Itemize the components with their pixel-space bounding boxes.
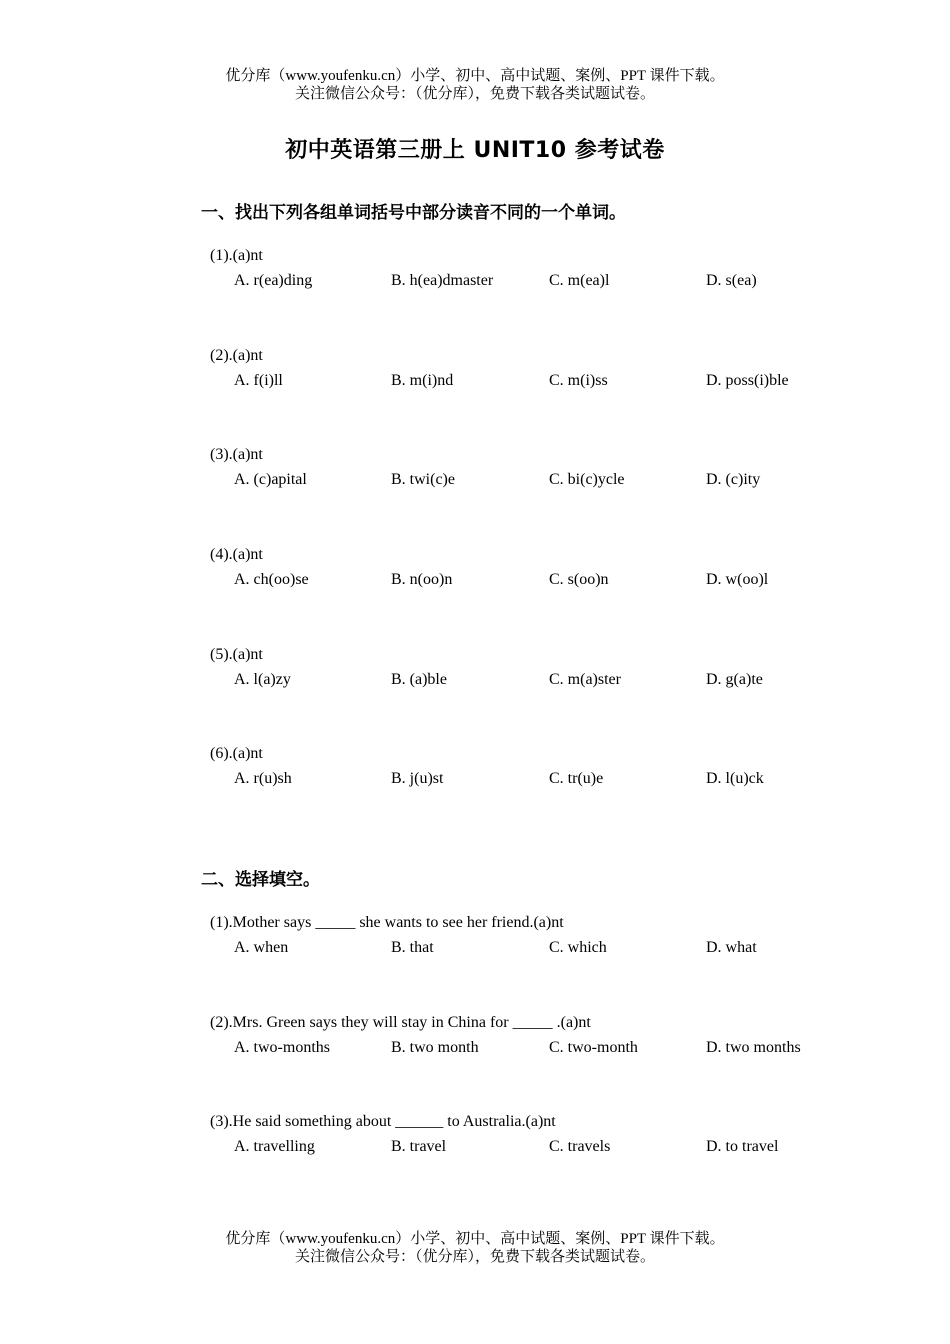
option-d: D. two months bbox=[706, 1039, 801, 1056]
section-2-heading: 二、选择填空。 bbox=[201, 870, 320, 890]
option-a: A. travelling bbox=[234, 1138, 315, 1155]
option-b: B. n(oo)n bbox=[391, 571, 453, 588]
option-a: A. ch(oo)se bbox=[234, 571, 309, 588]
option-d: D. to travel bbox=[706, 1138, 779, 1155]
question-stem: (3).He said something about ______ to Australia.(a)nt bbox=[210, 1113, 556, 1130]
options-row bbox=[210, 1035, 910, 1060]
option-d: D. g(a)te bbox=[706, 671, 763, 688]
question-block bbox=[210, 741, 910, 791]
options-row bbox=[210, 1134, 910, 1159]
header-line-1: 优分库（www.youfenku.cn）小学、初中、高中试题、案例、PPT 课件下载。 bbox=[225, 68, 725, 84]
option-b: B. (a)ble bbox=[391, 671, 447, 688]
option-d: D. w(oo)l bbox=[706, 571, 769, 588]
option-c: C. m(a)ster bbox=[549, 671, 621, 688]
question-stem: (6).(a)nt bbox=[210, 745, 263, 762]
options-row bbox=[210, 935, 910, 960]
option-d: D. s(ea) bbox=[706, 272, 757, 289]
option-a: A. two-months bbox=[234, 1039, 330, 1056]
option-c: C. tr(u)e bbox=[549, 770, 604, 787]
option-a: A. l(a)zy bbox=[234, 671, 291, 688]
question-block bbox=[210, 642, 910, 692]
options-row bbox=[210, 667, 910, 692]
option-c: C. s(oo)n bbox=[549, 571, 609, 588]
options-row bbox=[210, 268, 910, 293]
option-c: C. two-month bbox=[549, 1039, 638, 1056]
option-d: D. what bbox=[706, 939, 757, 956]
options-row bbox=[210, 467, 910, 492]
footer-line-1: 优分库（www.youfenku.cn）小学、初中、高中试题、案例、PPT 课件下载。 bbox=[225, 1231, 725, 1247]
option-b: B. travel bbox=[391, 1138, 447, 1155]
question-stem: (2).Mrs. Green says they will stay in China for _____ .(a)nt bbox=[210, 1014, 591, 1031]
question-stem: (2).(a)nt bbox=[210, 347, 263, 364]
options-row bbox=[210, 368, 910, 393]
option-d: D. poss(i)ble bbox=[706, 372, 789, 389]
footer-line-2: 关注微信公众号：（优分库），免费下载各类试题试卷。 bbox=[294, 1249, 655, 1265]
option-a: A. when bbox=[234, 939, 289, 956]
question-block bbox=[210, 910, 910, 960]
options-row bbox=[210, 567, 910, 592]
option-a: A. f(i)ll bbox=[234, 372, 283, 389]
option-b: B. two month bbox=[391, 1039, 479, 1056]
option-b: B. m(i)nd bbox=[391, 372, 454, 389]
question-block bbox=[210, 442, 910, 492]
option-b: B. twi(c)e bbox=[391, 471, 455, 488]
question-block bbox=[210, 1109, 910, 1159]
option-c: C. bi(c)ycle bbox=[549, 471, 625, 488]
option-b: B. that bbox=[391, 939, 434, 956]
option-c: C. which bbox=[549, 939, 607, 956]
option-b: B. h(ea)dmaster bbox=[391, 272, 494, 289]
page-title: 初中英语第三册上 UNIT10 参考试卷 bbox=[285, 138, 665, 163]
question-block bbox=[210, 1010, 910, 1060]
option-a: A. r(u)sh bbox=[234, 770, 292, 787]
option-a: A. r(ea)ding bbox=[234, 272, 313, 289]
question-block bbox=[210, 343, 910, 393]
option-a: A. (c)apital bbox=[234, 471, 307, 488]
page-footer bbox=[0, 1230, 950, 1266]
question-stem: (5).(a)nt bbox=[210, 646, 263, 663]
page-header bbox=[0, 67, 950, 103]
option-d: D. l(u)ck bbox=[706, 770, 764, 787]
option-b: B. j(u)st bbox=[391, 770, 444, 787]
question-stem: (1).Mother says _____ she wants to see her friend.(a)nt bbox=[210, 914, 564, 931]
question-block bbox=[210, 243, 910, 293]
option-c: C. m(i)ss bbox=[549, 372, 608, 389]
question-stem: (3).(a)nt bbox=[210, 446, 263, 463]
header-line-2: 关注微信公众号：（优分库），免费下载各类试题试卷。 bbox=[294, 86, 655, 102]
question-stem: (1).(a)nt bbox=[210, 247, 263, 264]
option-c: C. m(ea)l bbox=[549, 272, 610, 289]
question-stem: (4).(a)nt bbox=[210, 546, 263, 563]
question-block bbox=[210, 542, 910, 592]
section-1-heading: 一、找出下列各组单词括号中部分读音不同的一个单词。 bbox=[201, 203, 626, 223]
options-row bbox=[210, 766, 910, 791]
option-c: C. travels bbox=[549, 1138, 611, 1155]
option-d: D. (c)ity bbox=[706, 471, 761, 488]
